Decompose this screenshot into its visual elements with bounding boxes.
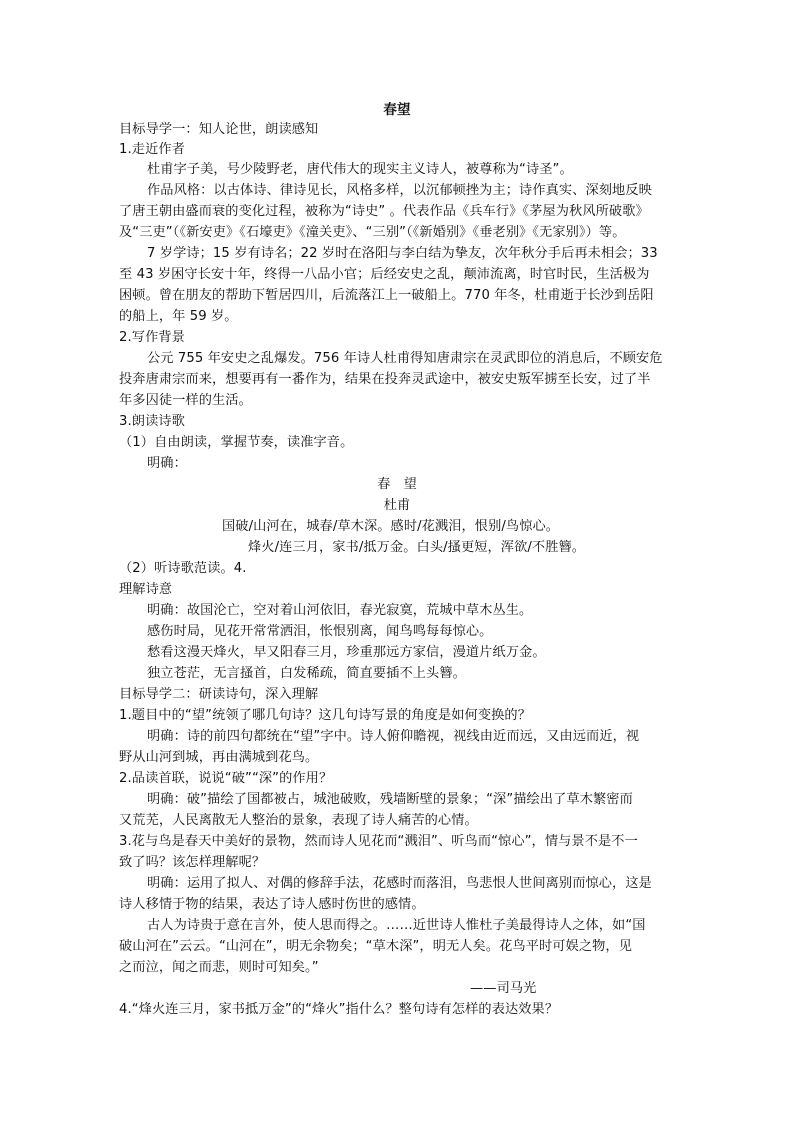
poem-author: 杜甫 bbox=[383, 498, 411, 513]
paragraph-line: 杜甫字子美，号少陵野老，唐代伟大的现实主义诗人，被尊称为“诗圣”。 bbox=[147, 162, 573, 177]
quote-line: 破山河在”云云。“山河在”，明无余物矣；“草木深”，明无人矣。花鸟平时可娱之物，见 bbox=[119, 939, 633, 954]
paragraph-line: 至 43 岁困守长安十年，终得一八品小官；后经安史之乱，颠沛流离，时官时民，生活极为 bbox=[119, 267, 650, 282]
poem-title: 春 望 bbox=[377, 477, 417, 492]
question-line: 2.品读首联，说说“破”“深”的作用？ bbox=[119, 771, 333, 786]
paragraph-line: 诗人移情于物的结果，表达了诗人感时伤世的感情。 bbox=[119, 897, 425, 912]
quote-line: 古人为诗贵于意在言外，使人思而得之。……近世诗人惟杜子美最得诗人之体，如“国 bbox=[147, 918, 646, 933]
paragraph-line: 的船上，年 59 岁。 bbox=[119, 309, 238, 324]
question-line: 3.花与鸟是春天中美好的景物，然而诗人见花而“溅泪”、听鸟而“惊心”，情与景不是不一 bbox=[119, 834, 638, 849]
paragraph-line: 明确：破”描绘了国都被占，城池破败，残墙断壁的景象；“深”描绘出了草木繁密而 bbox=[147, 792, 633, 807]
poem-line: 国破/山河在，城春/草木深。感时/花溅泪，恨别/鸟惊心。 bbox=[222, 519, 560, 534]
paragraph-line: 作品风格：以古体诗、律诗见长，风格多样，以沉郁顿挫为主；诗作真实、深刻地反映 bbox=[147, 183, 652, 198]
paragraph-line: 愁看这漫天烽火，早又阳春三月，珍重那远方家信，漫道片纸万金。 bbox=[147, 645, 546, 660]
subsection-heading: 2.写作背景 bbox=[119, 330, 185, 345]
question-line: 致了吗？该怎样理解呢？ bbox=[119, 855, 266, 870]
paragraph-line: 及“三吏”（《新安吏》《石壕吏》《潼关吏》、“三别”（《新婚别》《垂老别》《无家别》）等。 bbox=[119, 225, 626, 240]
paragraph-line: 7 岁学诗；15 岁有诗名；22 岁时在洛阳与李白结为挚友，次年秋分手后再未相会；33 bbox=[147, 246, 658, 261]
paragraph-line: 明确：诗的前四句都统在“望”字中。诗人俯仰瞻视，视线由近而远，又由远而近，视 bbox=[147, 729, 640, 744]
quote-line: 之而泣，闻之而悲，则时可知矣。” bbox=[119, 960, 319, 975]
paragraph-line: （1）自由朗读，掌握节奏，读准字音。 bbox=[119, 435, 354, 450]
paragraph-line: 明确： bbox=[147, 456, 187, 471]
paragraph-line: 了唐王朝由盛而衰的变化过程，被称为“诗史” 。代表作品《兵车行》《茅屋为秋风所破歌》 bbox=[119, 204, 649, 219]
poem-line: 烽火/连三月，家书/抵万金。白头/搔更短，浑欲/不胜簪。 bbox=[248, 540, 586, 555]
paragraph-line: 困顿。曾在朋友的帮助下暂居四川，后流落江上一破船上。770 年冬，杜甫逝于长沙到岳阳 bbox=[119, 288, 654, 303]
quote-attribution: ——司马光 bbox=[470, 981, 537, 996]
paragraph-line: 明确：运用了拟人、对偶的修辞手法，花感时而落泪，鸟悲恨人世间离别而惊心，这是 bbox=[147, 876, 652, 891]
paragraph-line: （2）听诗歌范读。4. bbox=[119, 561, 247, 576]
question-line: 4.“烽火连三月，家书抵万金”的“烽火”指什么？整句诗有怎样的表达效果？ bbox=[119, 1002, 559, 1017]
subsection-heading: 理解诗意 bbox=[119, 582, 173, 597]
paragraph-line: 明确：故国沦亡，空对着山河依旧，春光寂寞，荒城中草木丛生。 bbox=[147, 603, 533, 618]
section-heading: 目标导学一：知人论世，朗读感知 bbox=[119, 122, 319, 137]
paragraph-line: 年多囚徒一样的生活。 bbox=[119, 393, 252, 408]
page-title: 春望 bbox=[383, 102, 411, 118]
paragraph-line: 独立苍茫，无言搔首，白发稀疏，简直要插不上头簪。 bbox=[147, 666, 466, 681]
paragraph-line: 公元 755 年安史之乱爆发。756 年诗人杜甫得知唐肃宗在灵武即位的消息后，不顾安危 bbox=[147, 351, 663, 366]
subsection-heading: 1.走近作者 bbox=[119, 142, 185, 157]
paragraph-line: 野从山河到城，再由满城到花鸟。 bbox=[119, 750, 319, 765]
paragraph-line: 投奔唐肃宗而来，想要再有一番作为，结果在投奔灵武途中，被安史叛军掳至长安，过了半 bbox=[119, 372, 651, 387]
subsection-heading: 3.朗读诗歌 bbox=[119, 414, 185, 429]
section-heading: 目标导学二：研读诗句，深入理解 bbox=[119, 687, 319, 702]
paragraph-line: 又荒芜，人民离散无人整治的景象，表现了诗人痛苦的心情。 bbox=[119, 813, 478, 828]
paragraph-line: 感伤时局，见花开常常洒泪，怅恨别离，闻鸟鸣每每惊心。 bbox=[147, 624, 493, 639]
question-line: 1.题目中的“望”统领了哪几句诗？这几句诗写景的角度是如何变换的？ bbox=[119, 708, 531, 723]
